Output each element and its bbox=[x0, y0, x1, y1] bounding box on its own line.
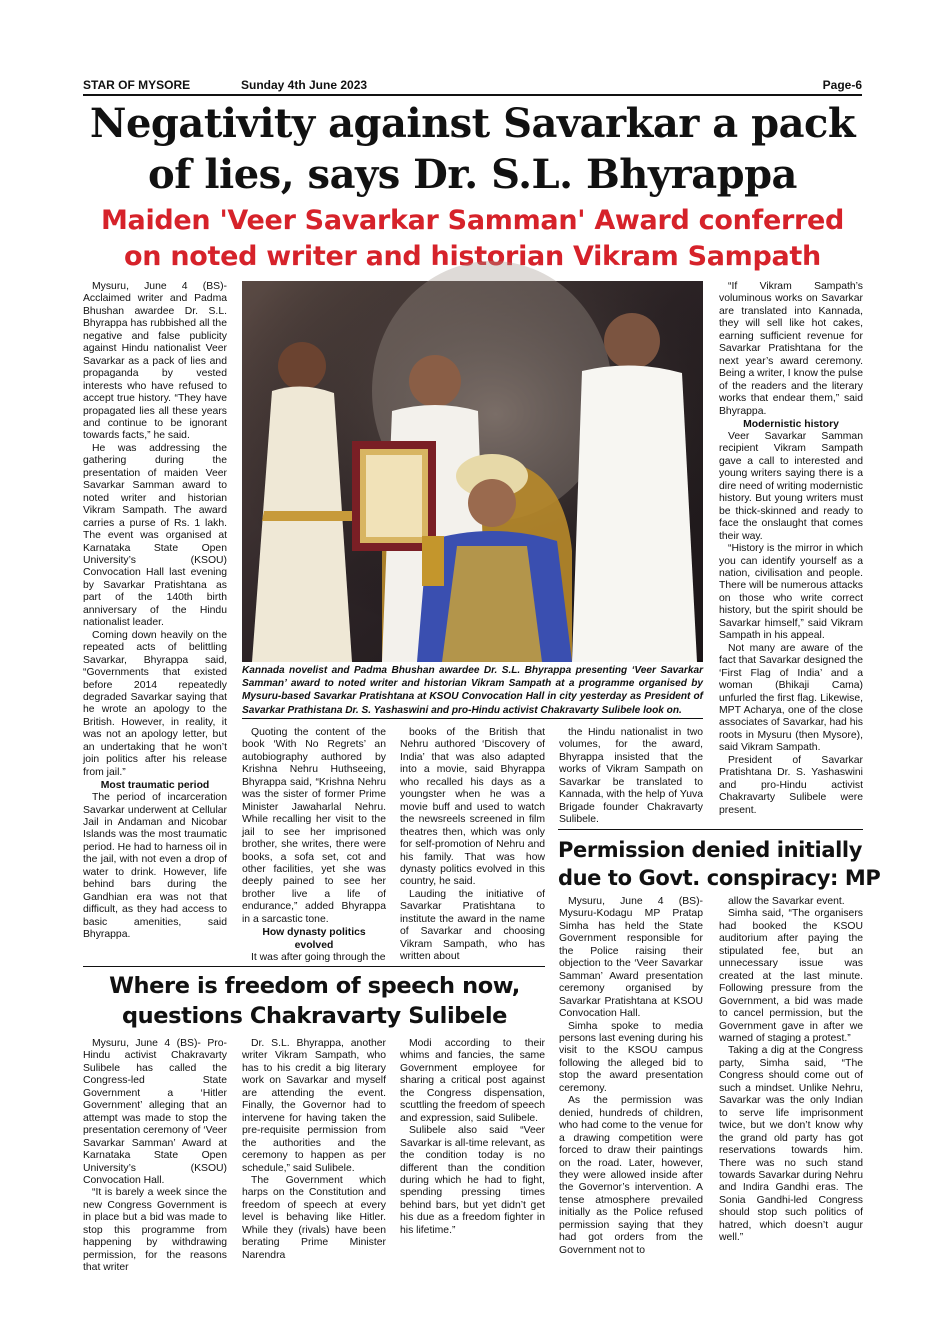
paragraph: the Hindu nationalist in two volumes, for the award, Bhyrappa insisted that the works of Vikram Sampath on Savarkar be translated to Kannada, with the help of Yuva Brigade founder Chakravarty Sulibele. bbox=[559, 727, 703, 826]
paragraph: Mysuru, June 4 (BS)- Pro-Hindu activist Chakravarty Sulibele has called the Congress-led State Government a ‘Hitler Government’ alleging that an attempt was made to stop the presentation ceremony of ‘Veer Savarkar Samman’ Award at Karnataka State Open University’s (KSOU) Convocation Hall. bbox=[83, 1038, 227, 1186]
paragraph: As the permission was denied, hundreds of children, who had come to the venue for a drawing competition were forced to draw their paintings on the road. Later, however, they were allowed inside after the Governor’s intervention. A tense atmosphere prevailed initially as the Police refused permission saying that they had got orders from the Government not to bbox=[559, 1095, 703, 1256]
paragraph: It was after going through the bbox=[251, 952, 386, 964]
paragraph: Dr. S.L. Bhyrappa, another writer Vikram Sampath, who has to his credit a big literary work on Savarkar and myself are attending the event. Finally, the Governor had to intervene for having taken the pre-requisite permission from the authorities and the ceremony to happen as per schedule,” said Sulibele. bbox=[242, 1038, 386, 1174]
publication-name: STAR OF MYSORE bbox=[83, 78, 191, 92]
paragraph: Taking a dig at the Congress party, Simha said, “The Congress should come out of such a mindset. Unlike Nehru, Savarkar was the only Indian to serve life imprisonment twice, but we don’t know why the grand old party has got reservations towards him. There was no such stand towards Savarkar during Nehru and Indira Gandhi eras. The Sonia Gandhi-led Congress should stop such politics of hatred, which doesn’t augur well.” bbox=[719, 1045, 863, 1244]
free-story-column-2 bbox=[242, 1038, 386, 1263]
subheading: Modernistic history bbox=[743, 418, 839, 430]
paragraph: “History is the mirror in which you can identify yourself as a nation, civilisation and people. There will be numerous attacks on those who write correct history, but the spirit should be Savarkar himself,” said Vikram Sampath in his appeal. bbox=[719, 543, 863, 642]
paragraph: The Government which harps on the Constitution and freedom of speech at every level is behaving like Hitler. While they (rivals) have been berating Prime Minister Narendra bbox=[242, 1174, 386, 1261]
paragraph: President of Savarkar Pratishtana Dr. S. Yashaswini and pro-Hindu activist Chakravarty Sulibele were present. bbox=[719, 754, 863, 816]
paragraph: Simha spoke to media persons last evening during his visit to the KSOU campus following the alleged bid to stop the award presentation ceremony. bbox=[559, 1020, 703, 1094]
paragraph: Simha said, “The organisers had booked the KSOU auditorium after paying the stipulated fee, but an unnecessary issue was created at the last minute. Following pressure from the Government, a bid was made to cancel permission, but the Government gave in after we warned of staging a protest.” bbox=[719, 908, 863, 1044]
paragraph: Veer Savarkar Samman recipient Vikram Sampath gave a call to interested and young writers saying there is a dire need of writing modernistic history. But young writers must be thick-skinned and ready to face the onslaught that comes their way. bbox=[719, 430, 863, 542]
paragraph: Quoting the content of the book ‘With No Regrets’ an autobiography authored by Krishna Nehru Huthseeing, Bhyrappa said, “Krishna Nehru was the sister of former Prime Minister Jawaharlal Nehru. While recalling her visit to the jail to see her imprisoned brother, she writes, there were books, a sofa set, cot and other facilities, yet she was deeply pained to see her brother live a life of endurance,” added Bhyrappa in a sarcastic tone. bbox=[242, 727, 386, 925]
publication-date: Sunday 4th June 2023 bbox=[241, 78, 368, 92]
main-story-column-4 bbox=[559, 727, 703, 827]
page-number: Page-6 bbox=[822, 78, 862, 92]
subheading: How dynasty politics evolved bbox=[262, 927, 366, 952]
mp-headline-line: Permission denied initially bbox=[558, 838, 863, 862]
caption-rule bbox=[242, 718, 703, 719]
free-story-column-3 bbox=[400, 1038, 545, 1263]
paragraph: Lauding the initiative of Savarkar Pratishtana to institute the award in the name of Savarkar and choosing Vikram Sampath, who has written about bbox=[400, 888, 545, 963]
paragraph: books of the British that Nehru authored ‘Discovery of India’ that was also adapted into a movie, said Bhyrappa who recalled his days as a youngster when he was a movie buff and used to watch the newsreels screened in film theatres then, which was only for self-promotion of Nehru and his family. That was how dynasty politics evolved in this country, he said. bbox=[400, 727, 545, 888]
free-headline-line: questions Chakravarty Sulibele bbox=[121, 1003, 508, 1029]
free-story-rule bbox=[83, 966, 545, 967]
paragraph: Modi according to their whims and fancies, the same Government employee for sharing a critical post against the Congress dispensation, scuttling the freedom of speech and expression, said Sulibele. bbox=[400, 1038, 545, 1124]
paragraph: “It is barely a week since the new Congress Government is in place but a bid was made to stop this programme from happening by withdrawing permission, for the reasons that writer bbox=[83, 1187, 227, 1274]
mp-headline-line: due to Govt. conspiracy: MP bbox=[558, 866, 881, 890]
masthead-rule bbox=[83, 94, 862, 96]
free-story-headline bbox=[82, 971, 547, 1031]
main-headline bbox=[60, 98, 885, 200]
paragraph: Coming down heavily on the repeated acts of belittling Savarkar, Bhyrappa said, “Governments that existed before 2014 repeatedly degraded Savarkar saying that he wrote an apology to the British. However, in reality, it was not an apology letter, but an undertaking that he won’t join politics after his release from jail.” bbox=[83, 629, 227, 778]
mp-story-rule bbox=[558, 829, 863, 830]
main-story-column-1 bbox=[83, 281, 227, 964]
photo-caption: Kannada novelist and Padma Bhushan awardee Dr. S.L. Bhyrappa presenting ‘Veer Savarkar Samman’ award to noted writer and historian Vikram Sampath at a programme organised by Mysuru-based Savarkar Pratishtana at KSOU Convocation Hall in city yesterday as President of Savarkar Prathistana Dr. S. Yashaswini and pro-Hindu activist Chakravarty Sulibele look on. bbox=[242, 665, 703, 716]
main-subheadline-line: on noted writer and historian Vikram Sampath bbox=[124, 241, 821, 272]
paragraph: Not many are aware of the fact that Savarkar designed the ‘First Flag of India’ and a woman (Bhikaji Cama) unfurled the first flag. Likewise, MPT Acharya, one of the close associates of Savarkar, had his roots in Mysuru (then Mysore), said Vikram Sampath. bbox=[719, 642, 863, 754]
award-ceremony-photo bbox=[242, 281, 703, 662]
paragraph: He was addressing the gathering during the presentation of maiden Veer Savarkar Samman award to noted writer and historian Vikram Sampath. The award carries a purse of Rs. 1 lakh. The event was organised at Karnataka State Open University’s (KSOU) Convocation Hall last evening by Savarkar Pratishtana as part of the 140th birth anniversary of the Hindu nationalist leader. bbox=[83, 442, 227, 629]
main-story-column-2 bbox=[242, 727, 386, 965]
mp-story-headline bbox=[558, 836, 881, 892]
main-story-column-5 bbox=[719, 281, 863, 821]
paragraph: Mysuru, June 4 (BS)- Acclaimed writer and Padma Bhushan awardee Dr. S.L. Bhyrappa has rubbished all the negative and false publicity against Hindu nationalist Veer Savarkar as a pack of lies and propaganda by vested interests who have refused to accept true history. “They have propagated lies all these years and continue to be ignorant towards facts,” he said. bbox=[83, 281, 227, 442]
award-ceremony-image bbox=[242, 281, 703, 662]
main-headline-line: Negativity against Savarkar a pack bbox=[89, 100, 856, 147]
main-headline-line: of lies, says Dr. S.L. Bhyrappa bbox=[148, 151, 797, 198]
main-story-column-3 bbox=[400, 727, 545, 965]
mp-story-column-1 bbox=[559, 896, 703, 1256]
paragraph: Sulibele also said “Veer Savarkar is all-time relevant, as the condition today is no different than the condition during which he had to fight, spending pressing times behind bars, but yet didn’t get his due as a freedom fighter in his lifetime.” bbox=[400, 1125, 545, 1236]
free-headline-line: Where is freedom of speech now, bbox=[109, 973, 520, 999]
mp-story-column-2 bbox=[719, 896, 863, 1276]
paragraph: “If Vikram Sampath’s voluminous works on Savarkar are translated into Kannada, they will sell like hot cakes, earning sufficient revenue for Savarkar Pratishtana for the next year’s award ceremony. Being a writer, I know the pulse of the readers and the literary works that endear them,” said Bhyrappa. bbox=[719, 281, 863, 417]
free-story-column-1 bbox=[83, 1038, 227, 1274]
subheading: Most traumatic period bbox=[100, 780, 210, 792]
paragraph: allow the Savarkar event. bbox=[728, 896, 845, 907]
paragraph: Mysuru, June 4 (BS)- Mysuru-Kodagu MP Pratap Simha has held the State Government responsible for the Police raising their objection to the ‘Veer Savarkar Samman’ Award presentation ceremony organised by Savarkar Pratishtana at KSOU Convocation Hall. bbox=[559, 896, 703, 1020]
main-subheadline-line: Maiden 'Veer Savarkar Samman' Award conferred bbox=[100, 205, 845, 236]
masthead bbox=[83, 78, 862, 94]
paragraph: The period of incarceration Savarkar underwent at Cellular Jail in Andaman and Nicobar Islands was the most traumatic period. He had to harness oil in the jail, with not even a drop of water to drink. However, life behind bars during the Gandhian era was not that difficult, as they had access to basic amenities, said Bhyrappa. bbox=[83, 792, 227, 941]
